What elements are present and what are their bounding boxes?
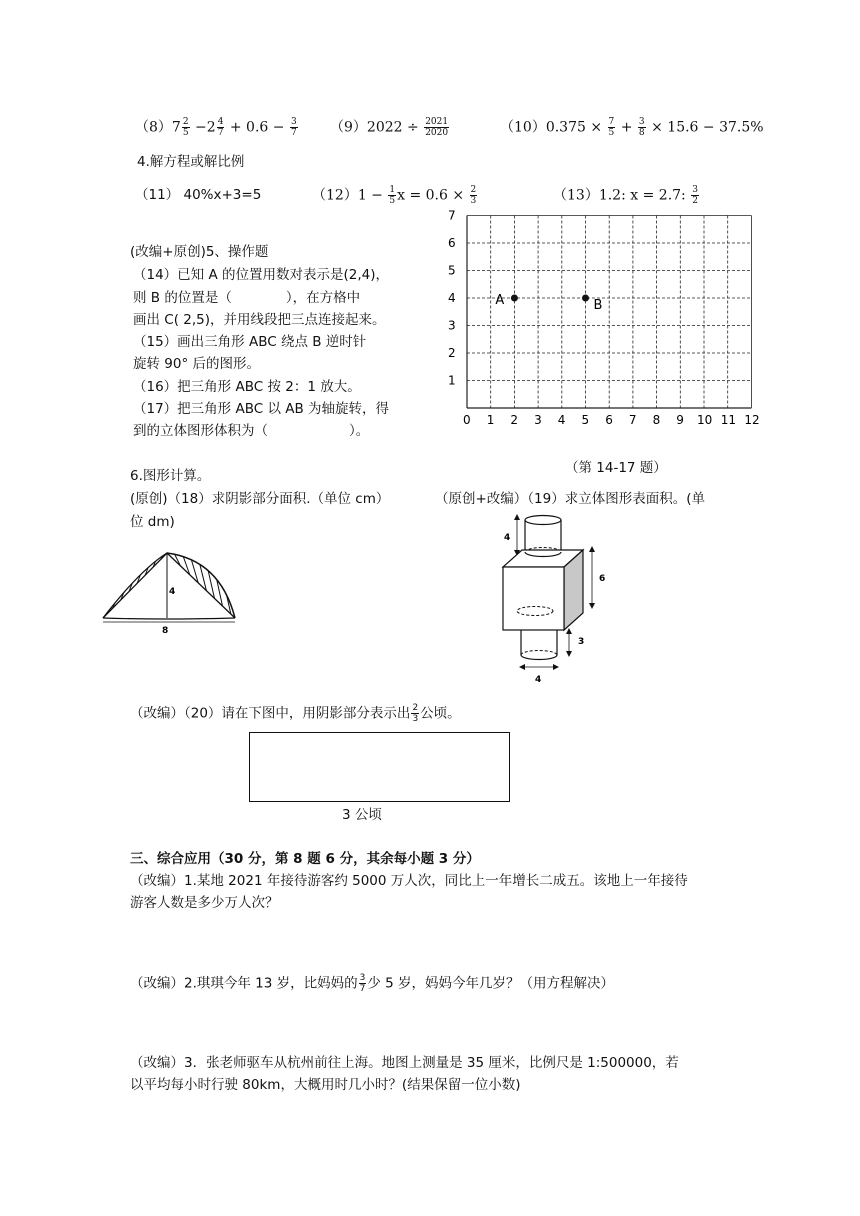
- grid-caption: （第 14-17 题）: [565, 460, 667, 476]
- part-3-title: 三、综合应用（30 分，第 8 题 6 分，其余每小题 3 分）: [130, 851, 480, 867]
- hatching-right: [174, 553, 232, 619]
- base-label: 8: [162, 626, 169, 636]
- top-height-label: 4: [504, 533, 511, 543]
- problem-12: （12）1 − $\frac{1}{5}$ x = 0.6 × $\frac{2}{3}$: [312, 185, 477, 206]
- section-5-line: （17）把三角形 ABC 以 AB 为轴旋转，得: [133, 401, 390, 417]
- grid-tick-labels: [448, 209, 760, 428]
- problem-13: （13）1.2: x = 2.7: $\frac{3}{2}$: [553, 185, 698, 206]
- hectare-rectangle[interactable]: [249, 732, 510, 802]
- section-5-line: 则 B 的位置是（ ），在方格中: [133, 290, 361, 306]
- point-b: [582, 295, 602, 314]
- y-tick-label: 5: [448, 263, 456, 278]
- problem-8: （8）7 $\frac{2}{5}$ −2 $\frac{4}{7}$ + 0.6 − $\frac{3}{7}$: [135, 117, 297, 138]
- x-tick-label: 6: [605, 413, 613, 427]
- x-tick-label: 1: [486, 413, 495, 427]
- fraction: $\frac{2}{3}$: [470, 185, 477, 206]
- application-1-line1: （改编）1.某地 2021 年接待游客约 5000 万人次，同比上一年增长二成五。该地上一年接待: [130, 873, 688, 889]
- fraction: $\frac{2}{3}$: [412, 703, 419, 724]
- y-tick-label: 3: [448, 318, 456, 333]
- point-a-label: A: [495, 293, 505, 308]
- fraction: $\frac{3}{7}$: [290, 117, 297, 138]
- x-tick-label: 2: [510, 413, 519, 427]
- problem-10-label: （10）: [500, 119, 546, 136]
- x-tick-label: 12: [744, 413, 760, 427]
- problem-9-label: （9）: [330, 119, 367, 136]
- x-tick-label: 8: [652, 413, 661, 427]
- problem-13-label: （13）: [553, 187, 599, 204]
- problem-19-text-cont: 位 dm): [130, 514, 175, 530]
- section-5-line: （15）画出三角形 ABC 绕点 B 逆时针: [133, 334, 367, 350]
- x-tick-label: 11: [720, 413, 736, 427]
- x-tick-label: 5: [581, 413, 590, 427]
- x-tick-label: 0: [463, 413, 471, 427]
- fraction: $\frac{3}{7}$: [359, 973, 366, 994]
- problem-20-text: （改编）（20）请在下图中，用阴影部分表示出 $\frac{2}{3}$ 公顷。: [130, 703, 461, 724]
- x-tick-label: 7: [628, 413, 637, 427]
- cube-height-label: 6: [599, 574, 606, 584]
- point-a-dot: [511, 295, 518, 302]
- section-5-line: 旋转 90° 后的图形。: [133, 356, 261, 372]
- problem-11: （11） 40%x+3=5: [135, 187, 262, 203]
- coordinate-grid: [440, 208, 780, 448]
- bottom-height-label: 3: [578, 637, 585, 647]
- fraction: $\frac{3}{2}$: [692, 185, 698, 206]
- figure-18-shaded-area: [100, 545, 240, 635]
- x-tick-label: 9: [676, 413, 684, 427]
- application-1-line2: 游客人数是多少万人次？: [130, 895, 279, 911]
- x-tick-label: 4: [557, 413, 566, 427]
- fraction: $\frac{7}{5}$: [608, 117, 615, 138]
- fraction: $\frac{1}{5}$: [389, 185, 396, 206]
- fraction: $\frac{4}{7}$: [217, 117, 224, 138]
- y-tick-label: 7: [448, 208, 456, 223]
- problem-11-label: （11）: [135, 187, 180, 203]
- application-3-line2: 以平均每小时行驶 80km，大概用时几小时？(结果保留一位小数): [130, 1077, 521, 1093]
- point-b-dot: [582, 295, 589, 302]
- problem-12-label: （12）: [312, 187, 358, 204]
- fraction: $\frac{2021}{2020}$: [425, 117, 449, 138]
- problem-19-text: （原创+改编）（19）求立体图形表面积。(单: [435, 491, 706, 507]
- section-5-line: 画出 C( 2,5)，并用线段把三点连接起来。: [133, 312, 386, 328]
- section-5-line: 到的立体图形体积为（ ）。: [133, 423, 370, 439]
- grid-lines: [467, 216, 751, 409]
- y-tick-label: 6: [448, 236, 456, 250]
- problem-10: （10）0.375 × $\frac{7}{5}$ + $\frac{3}{8}$ × 15.6 − 37.5%: [500, 117, 764, 138]
- width-label: 4: [535, 675, 542, 685]
- problem-9: （9）2022 ÷ $\frac{2021}{2020}$: [330, 117, 449, 138]
- section-5-title: (改编+原创)5、操作题: [130, 244, 269, 260]
- x-tick-label: 3: [534, 413, 542, 427]
- section-4-title: 4.解方程或解比例: [137, 154, 245, 170]
- figure-19-solid: [495, 510, 645, 688]
- height-label: 4: [169, 587, 176, 597]
- section-5-line: （14）已知 A 的位置用数对表示是(2,4)，: [133, 267, 389, 283]
- y-tick-label: 4: [448, 291, 456, 305]
- hectare-rectangle-label: 3 公顷: [342, 807, 382, 823]
- section-5-line: （16）把三角形 ABC 按 2：1 放大。: [133, 379, 361, 395]
- problem-18-text: (原创)（18）求阴影部分面积.（单位 cm）: [130, 491, 390, 507]
- y-tick-label: 2: [448, 346, 456, 360]
- section-6-title: 6.图形计算。: [130, 468, 211, 484]
- point-b-label: B: [593, 298, 603, 313]
- problem-8-label: （8）: [135, 119, 172, 136]
- x-tick-label: 10: [697, 413, 713, 427]
- fraction: $\frac{3}{8}$: [638, 117, 645, 138]
- y-tick-label: 1: [448, 373, 456, 388]
- fraction: $\frac{2}{5}$: [182, 117, 189, 138]
- application-3-line1: （改编）3．张老师驱车从杭州前往上海。地图上测量是 35 厘米，比例尺是 1:500000，若: [130, 1055, 679, 1071]
- application-2: （改编）2.琪琪今年 13 岁，比妈妈的 $\frac{3}{7}$ 少 5 岁，妈妈今年几岁？（用方程解决）: [130, 973, 615, 994]
